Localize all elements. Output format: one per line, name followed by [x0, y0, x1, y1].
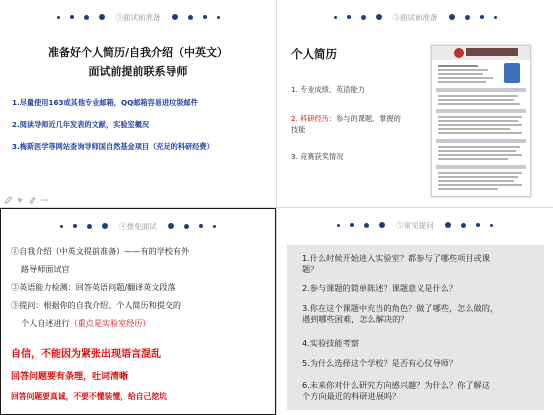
question-item: 4.实验技能考察 [302, 338, 359, 348]
decor-dots [444, 14, 502, 20]
list-item: 3.梅斯医学等网站查询导师国自然基金项目（充足的科研经费） [12, 142, 214, 151]
text-line-part: 个人自述进行 [21, 318, 70, 328]
section-title: ③面试前准备 [392, 12, 438, 22]
text-line: ①自我介绍（中英文提前准备）——有的学校有外 [11, 246, 190, 256]
slide-4[interactable] [277, 208, 553, 415]
list-item [291, 113, 401, 124]
slide-title: 个人简历 [291, 47, 337, 61]
tip-text: 自信，不能因为紧张出现语言混乱 [11, 349, 161, 360]
text-line: ②英语能力检测：回答英语问题/翻译英文段落 [11, 282, 176, 292]
slide-header [277, 10, 553, 24]
slide-header [1, 219, 275, 233]
slide-3[interactable] [0, 208, 276, 415]
slide-title: 准备好个人简历/自我介绍（中英文） [47, 46, 229, 59]
decor-dots [440, 222, 498, 228]
question-item: 5.为什么选择这个学校？是否有心仪导师？ [302, 358, 458, 368]
list-item: 3. 竞赛获奖情况 [291, 152, 344, 161]
decor-dots [332, 222, 390, 228]
slide-header [277, 218, 553, 232]
highlight-text: 2. 科研经历 [291, 114, 329, 123]
list-item: 1. 专业成绩、英语能力 [291, 85, 365, 94]
questions-box [287, 245, 544, 410]
menu-icon[interactable] [40, 196, 49, 204]
decor-dots [167, 14, 225, 20]
decor-dots [55, 223, 113, 229]
list-item-continued: 技能 [291, 125, 306, 134]
highlighter-icon[interactable] [28, 196, 37, 204]
decor-dots [163, 223, 221, 229]
list-item: 2.阅读导师近几年发表的文献，实验室概况 [12, 120, 150, 129]
university-logo [454, 48, 464, 58]
section-title: ④推免面试 [119, 221, 157, 231]
text-line [21, 318, 269, 329]
question-item: 1.什么时候开始进入实验室？都参与了哪些项目或课 题？ [302, 253, 490, 274]
decor-dots [329, 14, 387, 20]
slide-1[interactable] [0, 0, 276, 207]
slide-subtitle: 面试前提前联系导师 [88, 65, 188, 78]
university-name-image [466, 48, 518, 56]
presenter-toolbar [4, 196, 52, 204]
text-line: ③提问：根据你的自我介绍、个人简历和提交的 [11, 300, 181, 310]
tip-text: 回答问题要真诚，不要不懂装懂，给自己挖坑 [11, 392, 167, 401]
list-item-text: ：参与的课题、掌握的 [328, 114, 401, 123]
decor-dots [52, 14, 110, 20]
slide-2[interactable] [277, 0, 553, 207]
section-title: ⑤常见提问 [396, 220, 434, 230]
arrow-icon[interactable] [16, 196, 25, 204]
question-item: 2.参与课题的简单陈述？课题意义是什么？ [302, 283, 458, 293]
avatar [504, 63, 520, 83]
list-item: 1.尽量使用163或其他专业邮箱，QQ邮箱容易进垃圾邮件 [12, 98, 198, 107]
tip-text: 回答问题要有条理，吐词清晰 [11, 372, 129, 382]
highlight-text: （重点是实验室经历） [69, 318, 151, 328]
question-item: 6.未来你对什么研究方向感兴趣？为什么？你了解这 个方向最近的科研进展吗？ [302, 380, 490, 401]
section-title: ③面试前准备 [115, 12, 161, 22]
slide-header [0, 10, 276, 24]
resume-thumbnail [431, 45, 531, 197]
question-item: 3.你在这个课题中充当的角色？做了哪些，怎么做的， 遇到哪些困难，怎么解决的？ [302, 303, 499, 324]
text-line: 路导师面试官 [21, 264, 70, 274]
pen-icon[interactable] [4, 196, 13, 204]
